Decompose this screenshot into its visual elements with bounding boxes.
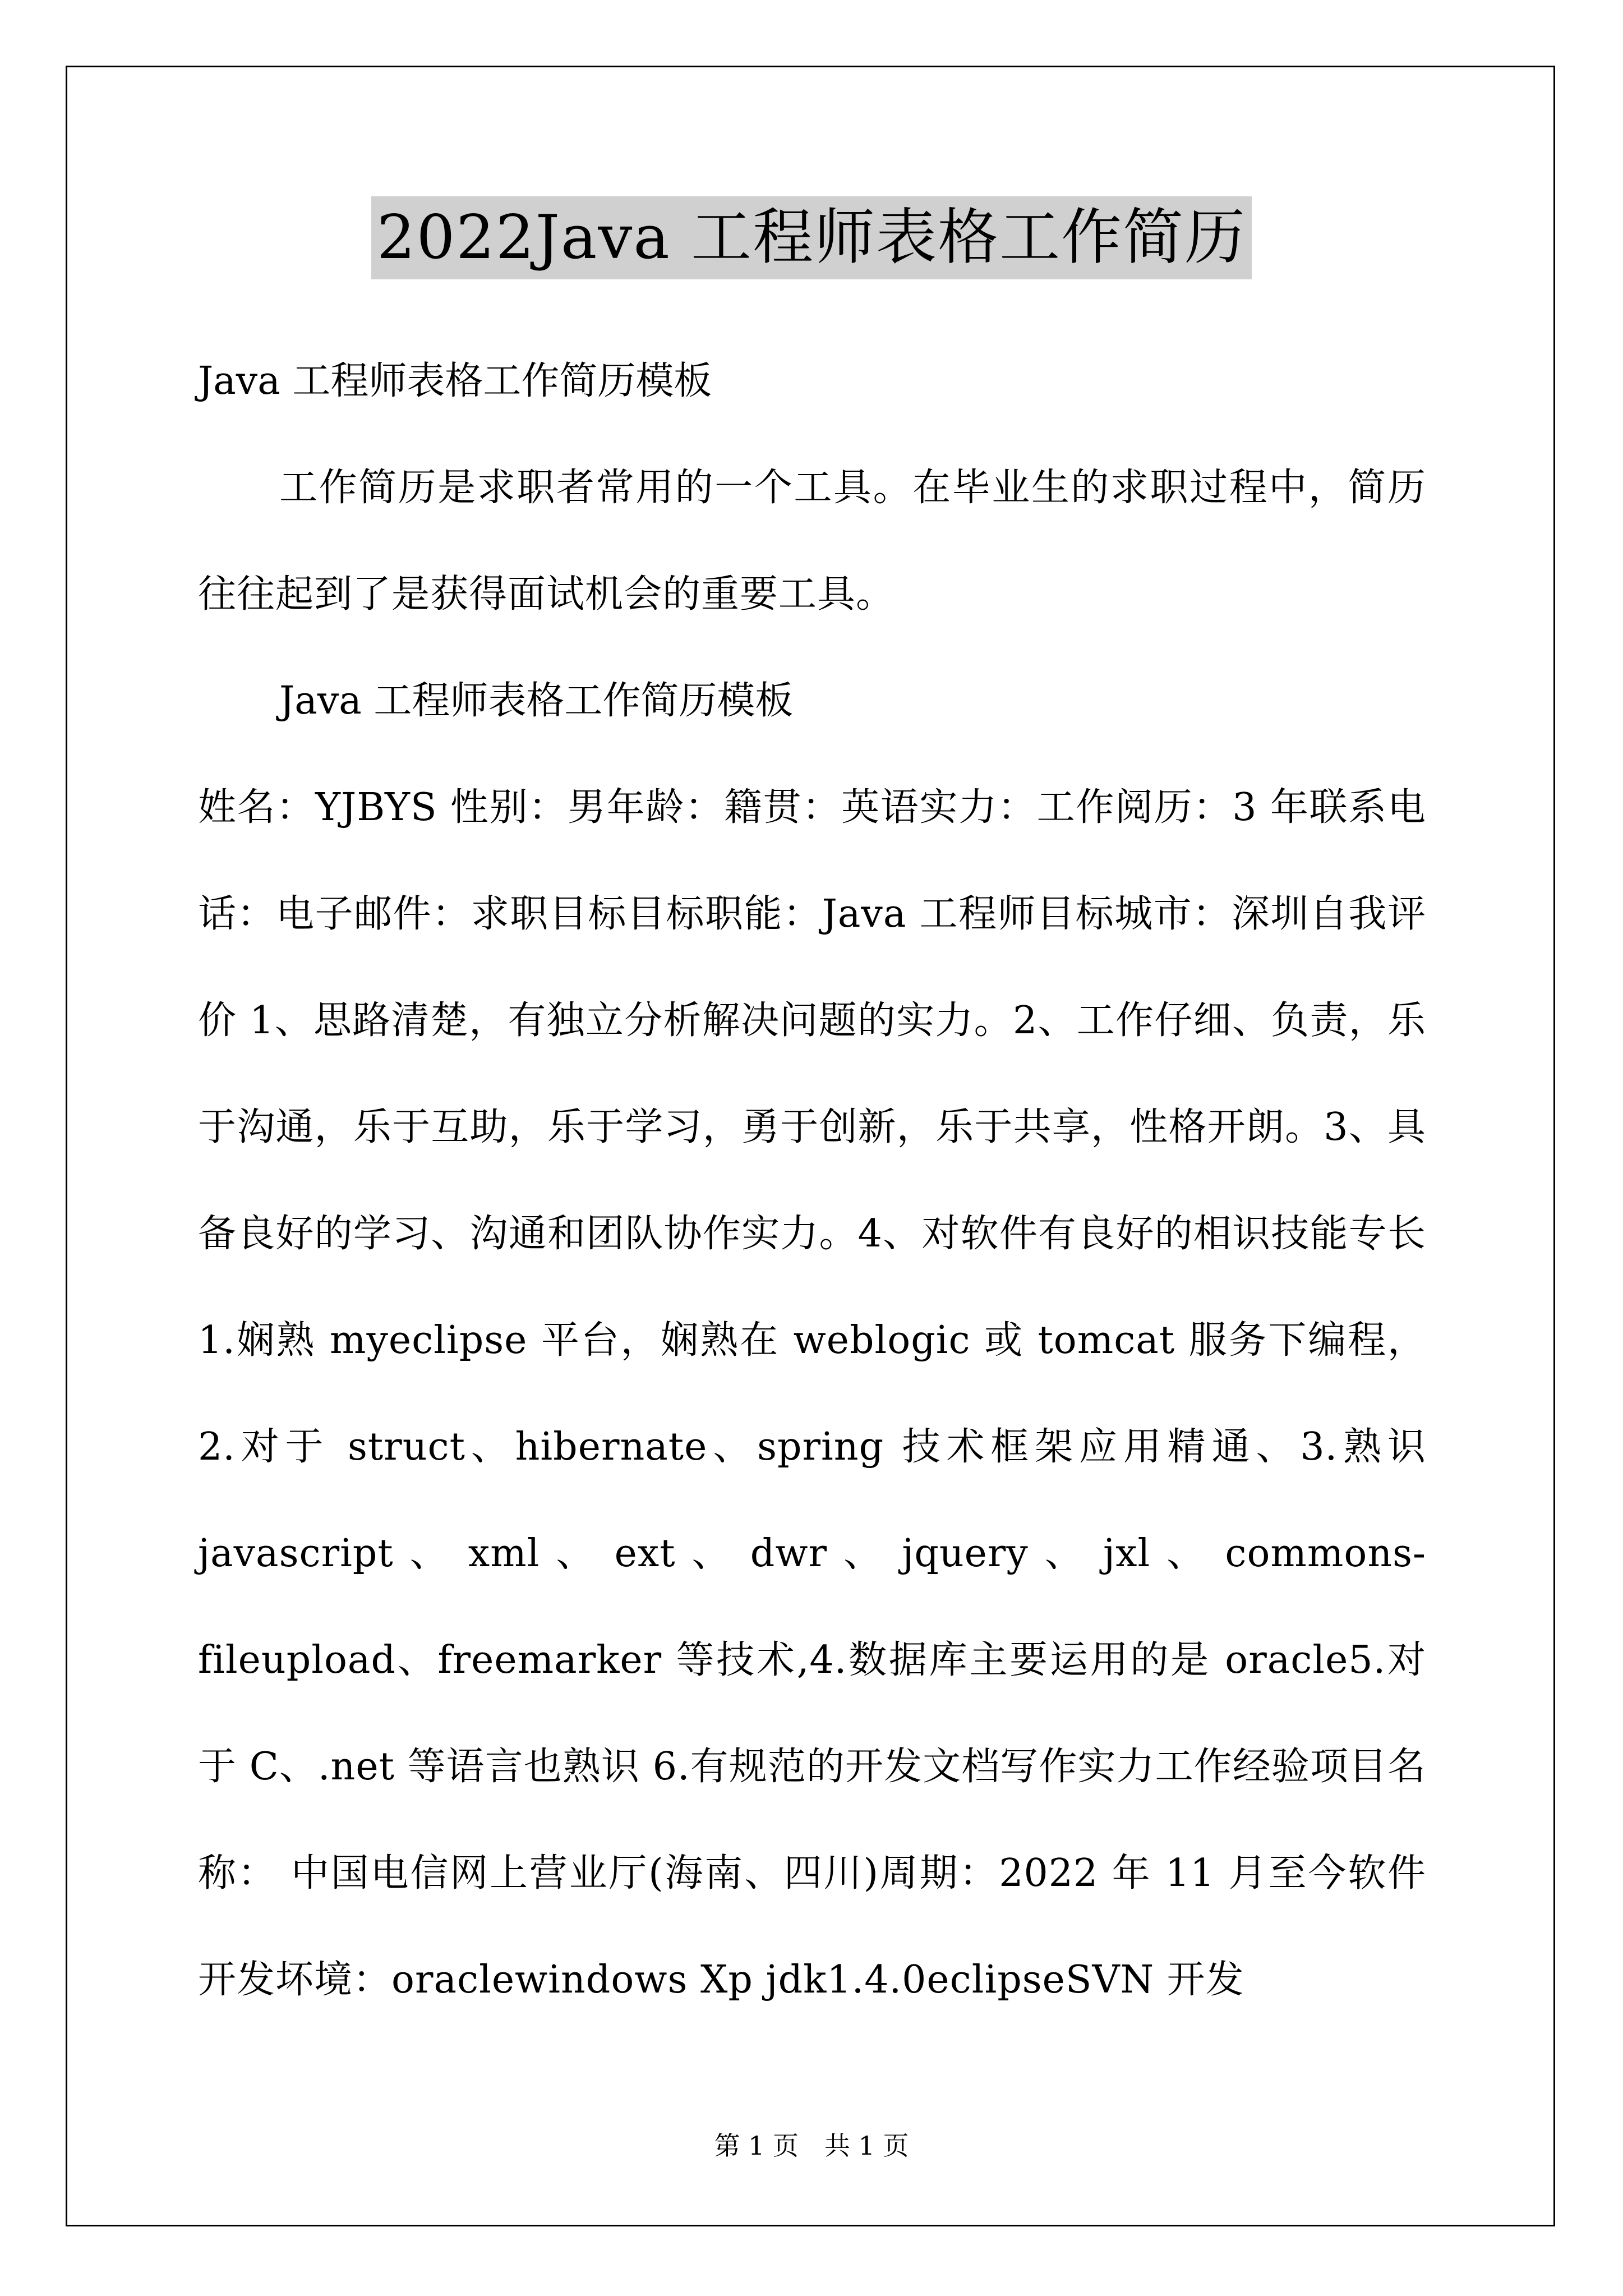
page-footer: 第 1 页 共 1 页 — [714, 2131, 909, 2161]
document-title: 2022Java 工程师表格工作简历 — [371, 196, 1252, 279]
document-body — [198, 328, 1426, 2033]
template-heading-paragraph: Java 工程师表格工作简历模板 — [279, 679, 794, 723]
subtitle-paragraph: Java 工程师表格工作简历模板 — [198, 359, 712, 403]
intro-paragraph: 工作简历是求职者常用的一个工具。在毕业生的求职过程中，简历往往起到了是获得面试机会的重要工具。 — [198, 466, 1426, 616]
resume-body-paragraph: 姓名：YJBYS 性别：男年龄：籍贯：英语实力：工作阅历：3 年联系电话：电子邮件：求职目标目标职能：Java 工程师目标城市：深圳自我评价 1、思路清楚，有独立分析解决问题的实力。2、工作仔细、负责，乐于沟通，乐于互助，乐于学习，勇于创新，乐于共享，性格开朗。3、具备良好的学习、沟通和团队协作实力。4、对软件有良好的相识技能专长 1.娴熟 myeclipse 平台，娴熟在 weblogic 或 tomcat 服务下编程，2.对于 struct、hibernate、spring 技术框架应用精通、3.熟识 javascript 、 xml 、 ext 、 dwr 、 jquery 、 jxl 、 commons-fileupload、freemarker 等技术,4.数据库主要运用的是 oracle5.对于 C、.net 等语言也熟识 6.有规范的开发文档写作实力工作经验项目名称： 中国电信网上营业厅(海南、四川)周期：2022 年 11 月至今软件开发坏境：oraclewindows Xp jdk1.4.0eclipseSVN 开发 — [198, 785, 1426, 2002]
title-container — [0, 196, 1623, 279]
